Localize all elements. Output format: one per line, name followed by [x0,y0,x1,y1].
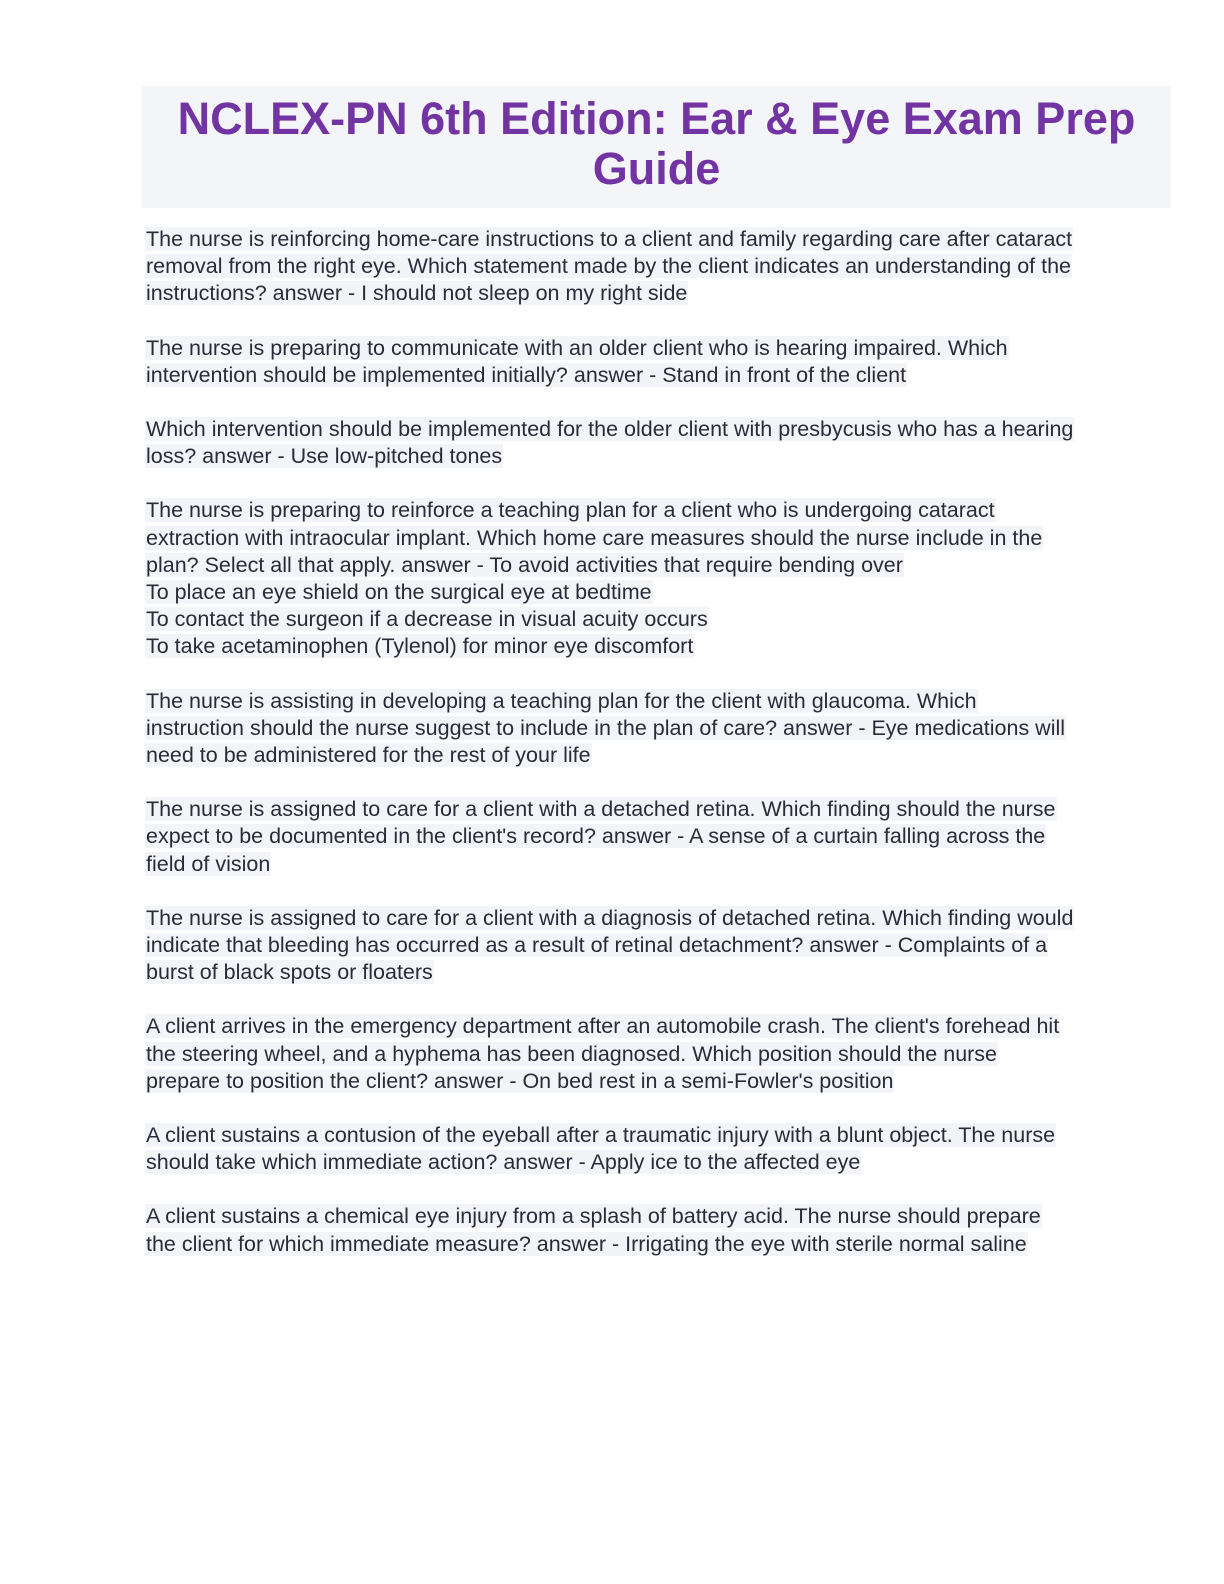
qa-text: The nurse is preparing to reinforce a teaching plan for a client who is undergoing cataract extraction with intraocular implant. Which home care measures should the nurse include in the plan? Select all that apply. answer - To avoid activities that require bending over [146,498,1043,577]
qa-item-4 [145,497,1075,660]
qa-item-9 [145,1122,1075,1176]
qa-text: The nurse is reinforcing home-care instructions to a client and family regarding care after cataract removal from the right eye. Which statement made by the client indicates an understanding of the instructions? answer - I should not sleep on my right side [146,227,1073,306]
qa-item-3 [145,416,1075,470]
qa-text: The nurse is assisting in developing a teaching plan for the client with glaucoma. Which instruction should the nurse suggest to include in the plan of care? answer - Eye medications will need to be administered for the rest of your life [146,688,1066,768]
qa-text: The nurse is assigned to care for a client with a detached retina. Which finding should the nurse expect to be documented in the client's record? answer - A sense of a curtain falling across the field of vision [146,797,1056,876]
qa-answer-option-text: To contact the surgeon if a decrease in visual acuity occurs [146,607,708,632]
qa-text: The nurse is preparing to communicate with an older client who is hearing impaired. Which intervention should be implemented initially? answer - Stand in front of the client [146,335,1008,387]
qa-item-1 [145,226,1075,308]
qa-text: Which intervention should be implemented for the older client with presbycusis who has a hearing loss? answer - Use low-pitched tones [146,417,1074,469]
qa-item-10 [145,1203,1075,1257]
qa-item-6 [145,796,1075,878]
page-title: NCLEX-PN 6th Edition: Ear & Eye Exam Prep Guide [177,93,1136,194]
qa-item-2 [145,335,1075,389]
qa-text: A client sustains a chemical eye injury from a splash of battery acid. The nurse should prepare the client for which immediate measure? answer - Irrigating the eye with sterile normal saline [146,1204,1041,1256]
qa-text: A client arrives in the emergency department after an automobile crash. The client's forehead hit the steering wheel, and a hyphema has been diagnosed. Which position should the nurse prepare to position the client? answer - On bed rest in a semi-Fowler's position [146,1014,1060,1093]
qa-text: A client sustains a contusion of the eyeball after a traumatic injury with a blunt object. The nurse should take which immediate action? answer - Apply ice to the affected eye [146,1123,1056,1175]
qa-item-7 [145,905,1075,987]
qa-answer-option [145,633,1075,660]
qa-answer-option [145,606,1075,633]
title-banner [142,86,1171,208]
qa-list [145,226,1075,1285]
qa-answer-option [145,579,1075,606]
qa-answer-option-text: To place an eye shield on the surgical eye at bedtime [146,580,652,605]
qa-item-8 [145,1013,1075,1095]
qa-text: The nurse is assigned to care for a client with a diagnosis of detached retina. Which finding would indicate that bleeding has occurred as a result of retinal detachment? answer - Complaints of a burst of black spots or floaters [146,905,1074,985]
qa-answer-option-text: To take acetaminophen (Tylenol) for minor eye discomfort [146,634,694,659]
qa-item-5 [145,688,1075,770]
